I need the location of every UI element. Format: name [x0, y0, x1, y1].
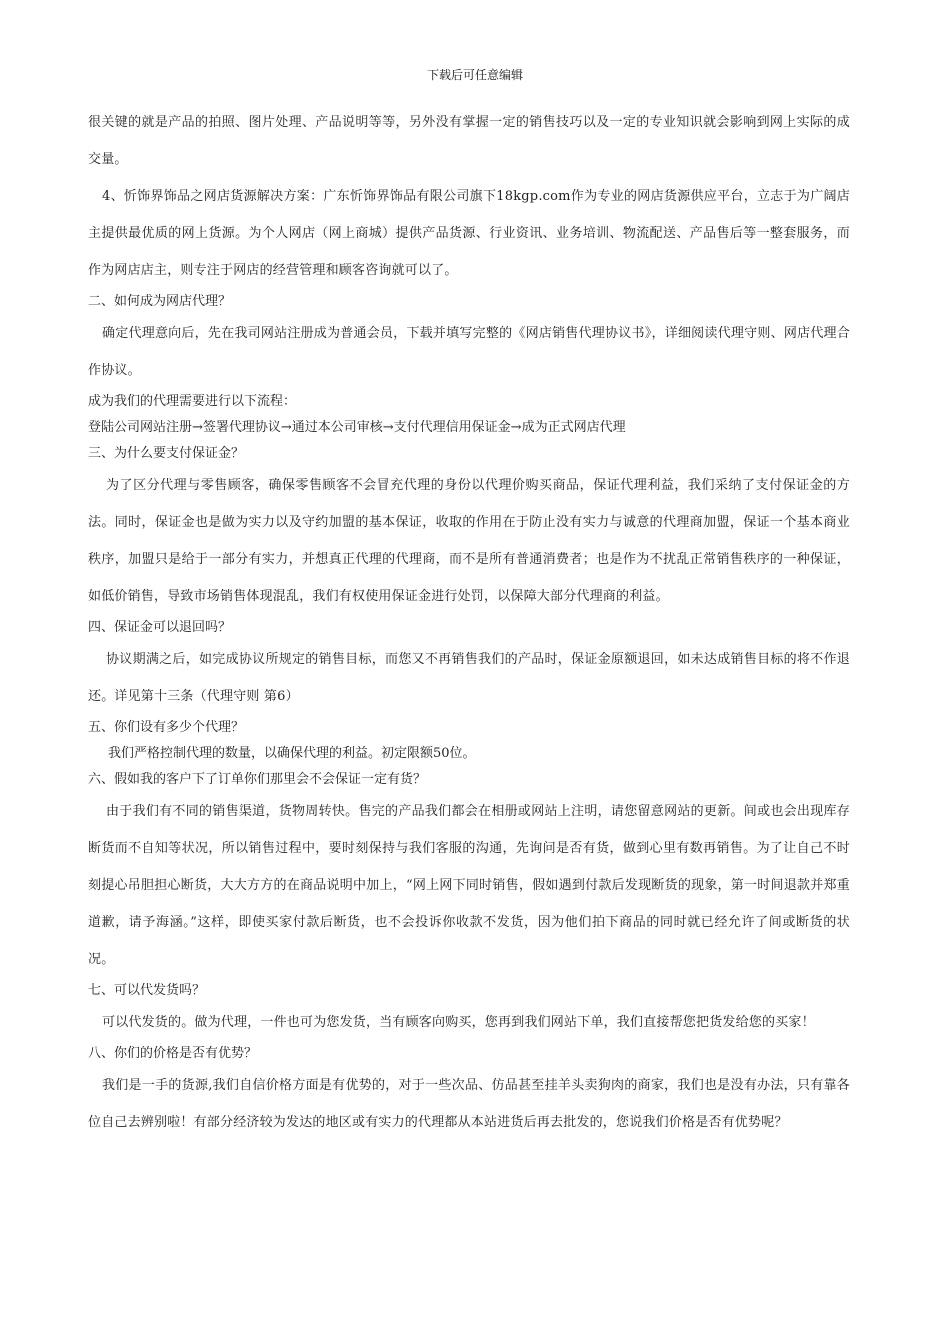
paragraph-agent-count: 我们严格控制代理的数量，以确保代理的利益。初定限额50位。: [108, 746, 476, 761]
paragraph-stock-guarantee: 由于我们有不同的销售渠道，货物周转快。售完的产品我们都会在相册或网站上注明，请您留意网站的更新。间或也会出现库存断货而不自知等状况，所以销售过程中，要时刻保持与我们客服的沟通，先询问是否有货，做到心里有数再销售。为了让自己不时刻提心吊胆担心断货，大大方方的在商品说明中加上，“网上网下同时销售，假如遇到付款后发现断货的现象，第一时间退款并郑重道歉，请予海涵。”这样，即使买家付款后断货，也不会投诉你收款不发货，因为他们拍下商品的同时就已经允许了间或断货的状况。: [88, 804, 850, 967]
paragraph-agent-registration: 确定代理意向后，先在我司网站注册成为普通会员，下载并填写完整的《网店销售代理协议书》，详细阅读代理守则、网店代理合作协议。: [88, 326, 850, 378]
paragraph-deposit-refund: 协议期满之后，如完成协议所规定的销售目标，而您又不再销售我们的产品时，保证金原额退回，如未达成销售目标的将不作退还。详见第十三条（代理守则 第6）: [88, 652, 850, 704]
heading-dropshipping: 七、可以代发货吗？: [88, 983, 206, 998]
paragraph-deposit-reason: 为了区分代理与零售顾客，确保零售顾客不会冒充代理的身份以代理价购买商品，保证代理利益，我们采纳了支付保证金的方法。同时，保证金也是做为实力以及守约加盟的基本保证，收取的作用在于防止没有实力与诚意的代理商加盟，保证一个基本商业秩序，加盟只是给于一部分有实力，并想真正代理的代理商，而不是所有普通消费者；也是作为不扰乱正常销售秩序的一种保证，如低价销售，导致市场销售体现混乱，我们有权使用保证金进行处罚，以保障大部分代理商的利益。: [88, 478, 850, 604]
page-header-note: 下载后可任意编辑: [426, 68, 523, 82]
heading-why-deposit: 三、为什么要支付保证金？: [88, 446, 245, 461]
heading-deposit-refund: 四、保证金可以退回吗？: [88, 620, 232, 635]
heading-how-to-become-agent: 二、如何成为网店代理？: [88, 294, 232, 309]
heading-agent-count: 五、你们设有多少个代理？: [88, 720, 245, 735]
paragraph-price-advantage: 我们是一手的货源,我们自信价格方面是有优势的，对于一些次品、仿品甚至挂羊头卖狗肉的商家，我们也是没有办法，只有靠各位自己去辨别啦！有部分经济较为发达的地区或有实力的代理都从本站进货后再去批发的，您说我们价格是否有优势呢？: [88, 1078, 850, 1130]
document-body: [88, 104, 850, 1141]
heading-price-advantage: 八、你们的价格是否有优势？: [88, 1046, 258, 1061]
paragraph-process-steps: 登陆公司网站注册→签署代理协议→通过本公司审核→支付代理信用保证金→成为正式网店代理: [88, 420, 626, 435]
paragraph-solution: 4、忻饰界饰品之网店货源解决方案：广东忻饰界饰品有限公司旗下18kgp.com作为专业的网店货源供应平台，立志于为广阔店主提供最优质的网上货源。为个人网店（网上商城）提供产品货源、行业资讯、业务培训、物流配送、产品售后等一整套服务，而作为网店店主，则专注于网店的经营管理和顾客咨询就可以了。: [88, 189, 850, 278]
heading-stock-guarantee: 六、假如我的客户下了订单你们那里会不会保证一定有货？: [88, 772, 427, 787]
paragraph-intro-continued: 很关键的就是产品的拍照、图片处理、产品说明等等，另外没有掌握一定的销售技巧以及一定的专业知识就会影响到网上实际的成交量。: [88, 115, 850, 167]
paragraph-process-intro: 成为我们的代理需要进行以下流程：: [88, 394, 297, 409]
paragraph-dropshipping: 可以代发货的。做为代理，一件也可为您发货，当有顾客向购买，您再到我们网站下单，我们直接帮您把货发给您的买家！: [102, 1015, 815, 1030]
